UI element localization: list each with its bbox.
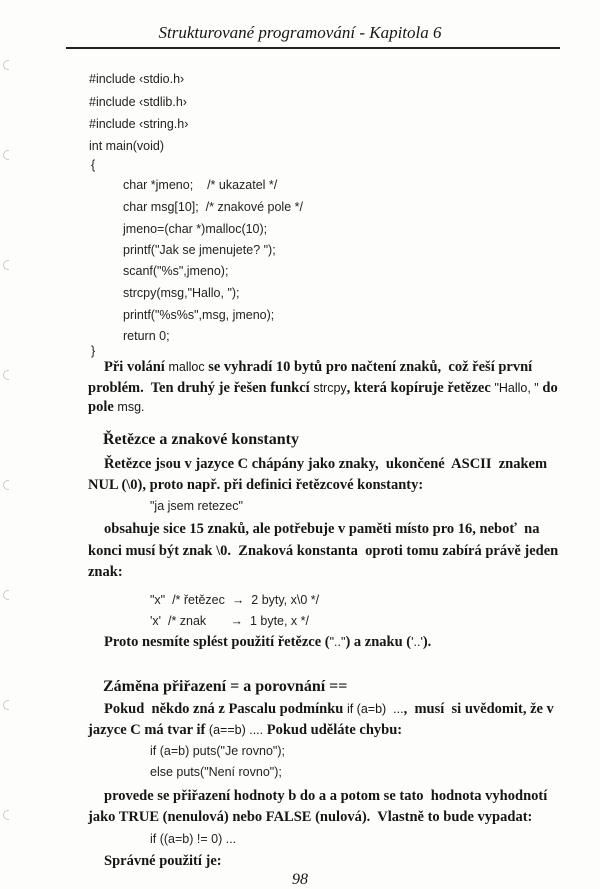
code-line: "x" /* řetězec → 2 byty, x\0 */ [150, 593, 320, 607]
text-line: Při volání malloc se vyhradí 10 bytů pro načtení znaků, což řeší první [104, 359, 533, 375]
binding-hole [3, 590, 9, 600]
text-line: Správné použití je: [104, 853, 222, 869]
page-number: 98 [292, 871, 308, 888]
text-line: Proto nesmíte splést použití řetězce ("..") a znaku ('..'). [104, 634, 432, 650]
text-line: Pokud někdo zná z Pascalu podmínku if (a=b) ..., musí si uvědomit, že v [104, 701, 554, 717]
text-line: konci musí být znak \0. Znaková konstanta oproti tomu zabírá právě jeden [88, 543, 559, 559]
section-heading: Řetězce a znakové konstanty [103, 431, 299, 448]
code-line: jmeno=(char *)malloc(10); [123, 222, 268, 236]
binding-hole [3, 60, 9, 70]
text-line: znak: [88, 564, 123, 580]
code-line: { [91, 158, 96, 172]
code-line: #include ‹string.h› [89, 117, 189, 131]
binding-hole [3, 260, 9, 270]
text-line: jako TRUE (nenulová) nebo FALSE (nulová). Vlastně to bude vypadat: [88, 809, 533, 825]
code-line: if ((a=b) != 0) ... [150, 832, 237, 846]
text-line: provede se přiřazení hodnoty b do a a potom se tato hodnota vyhodnotí [104, 788, 548, 804]
code-line: } [91, 344, 96, 358]
binding-hole [3, 810, 9, 820]
section-heading: Záměna přiřazení = a porovnání == [103, 678, 348, 695]
code-line: int main(void) [89, 139, 165, 153]
text-line: problém. Ten druhý je řešen funkcí strcpy, která kopíruje řetězec "Hallo, " do [88, 380, 558, 396]
text-line: jazyce C má tvar if (a==b) .... Pokud uděláte chybu: [88, 722, 403, 738]
text-line: pole msg. [88, 399, 145, 415]
code-line: #include ‹stdlib.h› [89, 95, 187, 109]
running-header: Strukturované programování - Kapitola 6 [158, 23, 442, 42]
header-rule [66, 47, 560, 49]
code-line: 'x' /* znak → 1 byte, x */ [150, 614, 309, 628]
text-line: obsahuje sice 15 znaků, ale potřebuje v paměti místo pro 16, neboť na [104, 521, 540, 537]
code-line: printf("%s%s",msg, jmeno); [123, 308, 275, 322]
code-line: else puts("Není rovno"); [150, 765, 282, 779]
binding-hole [3, 150, 9, 160]
code-line: #include ‹stdio.h› [89, 72, 185, 86]
binding-hole [3, 480, 9, 490]
code-line: "ja jsem retezec" [150, 499, 243, 513]
code-line: if (a=b) puts("Je rovno"); [150, 744, 285, 758]
code-line: printf("Jak se jmenujete? "); [123, 243, 276, 257]
code-line: strcpy(msg,"Hallo, "); [123, 286, 240, 300]
text-line: NUL (\0), proto např. při definici řetězcové konstanty: [88, 477, 424, 493]
binding-hole [3, 370, 9, 380]
binding-hole [3, 700, 9, 710]
code-line: return 0; [123, 329, 170, 343]
text-line: Řetězce jsou v jazyce C chápány jako znaky, ukončené ASCII znakem [104, 456, 548, 472]
code-line: scanf("%s",jmeno); [123, 264, 229, 278]
code-line: char msg[10]; /* znakové pole */ [123, 200, 303, 214]
code-line: char *jmeno; /* ukazatel */ [123, 178, 278, 192]
